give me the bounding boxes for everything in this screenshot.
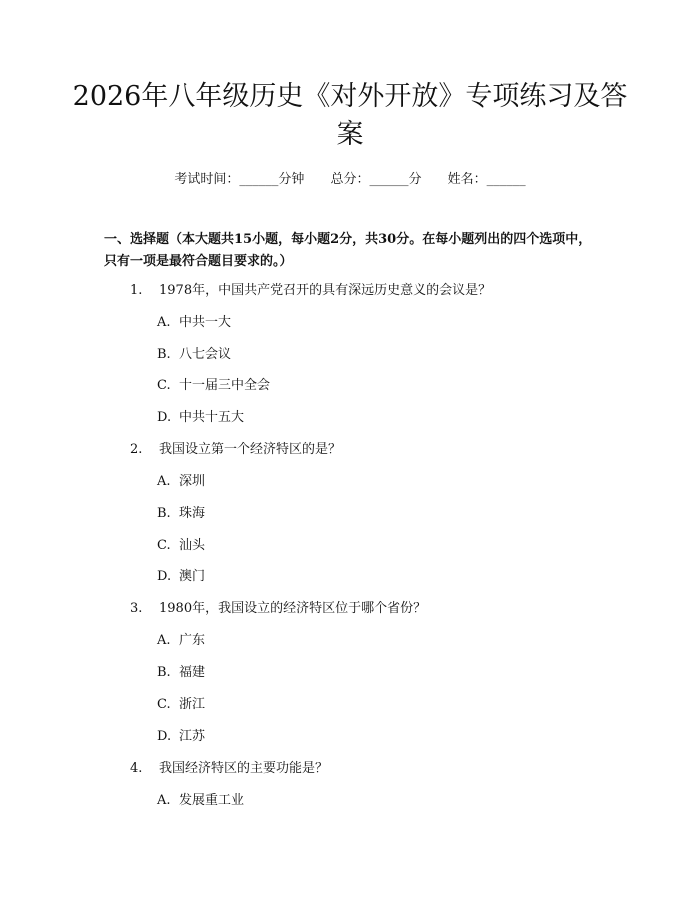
option-2b <box>157 505 205 523</box>
option-text: 江苏 <box>179 729 206 744</box>
option-text: 广东 <box>179 633 206 648</box>
option-label: A. <box>157 474 171 489</box>
section-heading: 一、选择题（本大题共15小题，每小题2分，共30分。在每小题列出的四个选项中，只有一项是最符合题目要求的。） <box>104 232 592 269</box>
option-2a <box>157 473 205 491</box>
question-text: 我国设立第一个经济特区的是？ <box>159 442 342 457</box>
option-text: 八七会议 <box>179 347 232 362</box>
question-2 <box>130 441 341 459</box>
question-4 <box>130 760 328 778</box>
question-text: 1980年，我国设立的经济特区位于哪个省份？ <box>159 601 427 616</box>
option-text: 发展重工业 <box>179 793 245 808</box>
question-number: 1. <box>130 283 143 298</box>
option-label: B. <box>157 665 171 680</box>
option-label: D. <box>157 410 172 425</box>
option-label: A. <box>157 315 171 330</box>
option-text: 珠海 <box>179 506 206 521</box>
option-2c <box>157 537 205 555</box>
option-label: C. <box>157 538 171 553</box>
question-1 <box>130 282 491 300</box>
option-text: 汕头 <box>179 538 206 553</box>
student-name: 姓名：______ <box>447 172 526 187</box>
option-1b <box>157 346 231 364</box>
total-score: 总分：______分 <box>330 172 422 187</box>
option-label: A. <box>157 793 171 808</box>
question-number: 3. <box>130 601 143 616</box>
option-label: B. <box>157 506 171 521</box>
document-title: 2026年八年级历史《对外开放》专项练习及答案 <box>72 81 628 150</box>
option-1a <box>157 314 231 332</box>
option-3d <box>157 728 205 746</box>
option-text: 深圳 <box>179 474 206 489</box>
option-label: B. <box>157 347 171 362</box>
question-text: 我国经济特区的主要功能是？ <box>159 761 329 776</box>
option-label: D. <box>157 569 172 584</box>
question-number: 2. <box>130 442 143 457</box>
option-4a <box>157 792 244 810</box>
option-text: 十一届三中全会 <box>179 378 271 393</box>
option-1c <box>157 377 270 395</box>
question-number: 4. <box>130 761 143 776</box>
option-label: C. <box>157 378 171 393</box>
option-text: 澳门 <box>179 569 206 584</box>
option-text: 福建 <box>179 665 206 680</box>
exam-time: 考试时间：______分钟 <box>174 172 305 187</box>
option-text: 浙江 <box>179 697 206 712</box>
option-3b <box>157 664 205 682</box>
option-3a <box>157 632 205 650</box>
option-2d <box>157 568 205 586</box>
option-3c <box>157 696 205 714</box>
option-1d <box>157 409 244 427</box>
question-text: 1978年，中国共产党召开的具有深远历史意义的会议是？ <box>159 283 492 298</box>
option-label: A. <box>157 633 171 648</box>
option-label: D. <box>157 729 172 744</box>
exam-meta <box>0 168 700 187</box>
question-3 <box>130 600 426 618</box>
option-text: 中共十五大 <box>179 410 245 425</box>
option-text: 中共一大 <box>179 315 232 330</box>
option-label: C. <box>157 697 171 712</box>
